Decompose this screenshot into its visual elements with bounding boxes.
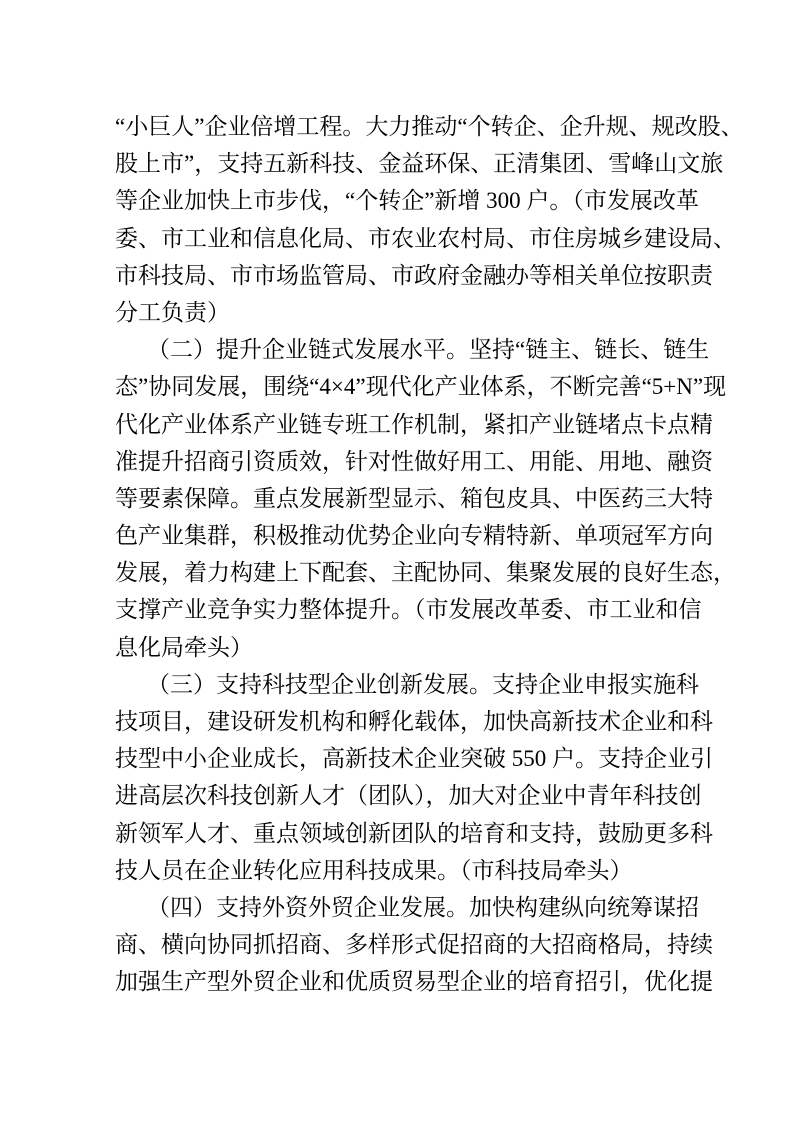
text-line: 发展，着力构建上下配套、主配协同、集聚发展的良好生态， — [115, 560, 736, 586]
text-line: 准提升招商引资质效，针对性做好用工、用能、用地、融资 — [115, 448, 713, 474]
text-line: 分工负责） — [115, 299, 230, 325]
text-line: 代化产业体系产业链专班工作机制，紧扣产业链堵点卡点精 — [115, 411, 713, 437]
text-line: 新领军人才、重点领域创新团队的培育和支持，鼓励更多科 — [115, 820, 713, 846]
text-line: 市科技局、市市场监管局、市政府金融办等相关单位按职责 — [115, 262, 713, 288]
paragraph-3 — [115, 666, 713, 889]
text-line: 息化局牵头） — [115, 634, 253, 660]
paragraph-2 — [115, 331, 736, 666]
text-line: “小巨人”企业倍增工程。大力推动“个转企、企升规、规改股、 — [115, 114, 744, 139]
paragraph-4 — [115, 889, 713, 1001]
text-line: 等要素保障。重点发展新型显示、箱包皮具、中医药三大特 — [115, 485, 713, 511]
text-line: 进高层次科技创新人才（团队），加大对企业中青年科技创 — [115, 783, 702, 809]
text-line: 技人员在企业转化应用科技成果。（市科技局牵头） — [115, 857, 633, 883]
text-line: 加强生产型外贸企业和优质贸易型企业的培育招引，优化提 — [115, 969, 713, 995]
text-line: 支撑产业竞争实力整体提升。（市发展改革委、市工业和信 — [115, 597, 702, 623]
text-line: （三）支持科技型企业创新发展。支持企业申报实施科 — [147, 671, 699, 697]
document-body — [115, 108, 744, 1001]
text-line: 色产业集群，积极推动优势企业向专精特新、单项冠军方向 — [115, 523, 713, 549]
paragraph-1 — [115, 108, 744, 331]
text-line: （四）支持外资外贸企业发展。加快构建纵向统筹谋招 — [147, 894, 699, 920]
text-line: 技型中小企业成长，高新技术企业突破 550 户。支持企业引 — [115, 746, 713, 772]
text-line: 商、横向协同抓招商、多样形式促招商的大招商格局，持续 — [115, 932, 713, 958]
text-line: 技项目，建设研发机构和孵化载体，加快高新技术企业和科 — [115, 709, 713, 734]
text-line: 等企业加快上市步伐，“个转企”新增 300 户。（市发展改革 — [115, 188, 699, 214]
text-line: 态”协同发展，围绕“4×4”现代化产业体系，不断完善“5+N”现 — [115, 374, 727, 400]
text-line: 股上市”，支持五新科技、金益环保、正清集团、雪峰山文旅 — [115, 151, 724, 177]
text-line: （二）提升企业链式发展水平。坚持“链主、链长、链生 — [147, 337, 710, 363]
text-line: 委、市工业和信息化局、市农业农村局、市住房城乡建设局、 — [115, 225, 736, 251]
